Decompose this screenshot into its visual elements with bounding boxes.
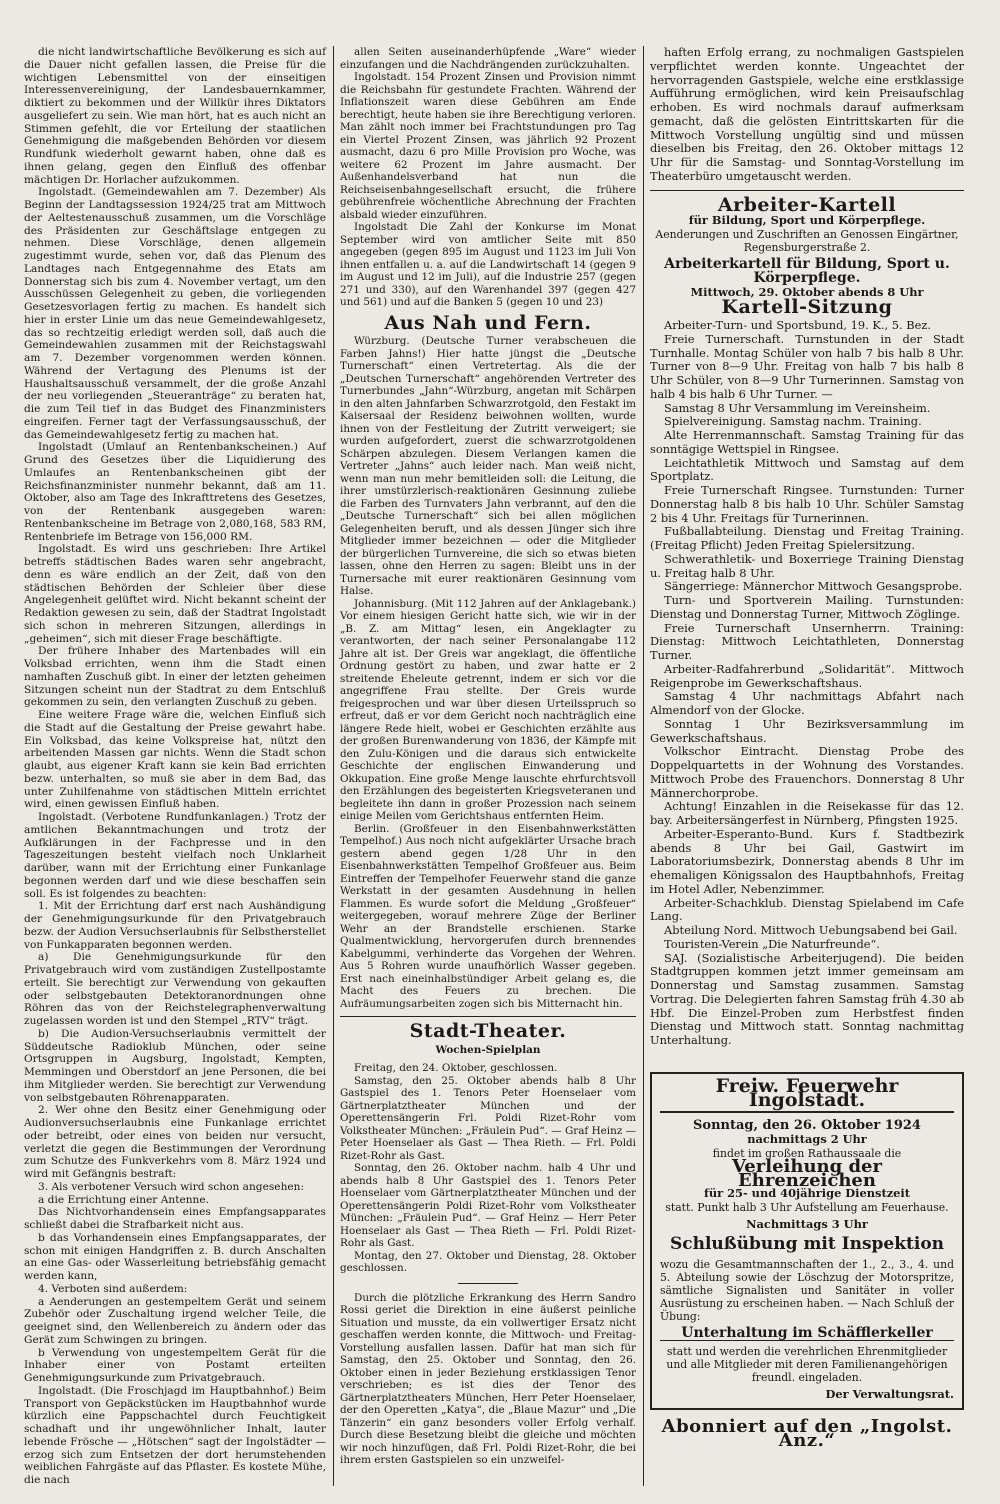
paragraph: Arbeiter-Radfahrerbund „Solidarität“. Mittwoch Reigenprobe im Gewerkschaftshaus. <box>650 661 964 690</box>
heading-wochen-spielplan: Wochen-Spielplan <box>435 1043 541 1056</box>
paragraph: b Verwendung von ungestempeltem Gerät für die Inhaber einer von Postamt erteilten Genehmigungsurkunde zum Privatgebrauch. <box>24 1346 326 1384</box>
paragraph: Spielvereinigung. Samstag nachm. Training. <box>664 414 922 429</box>
kartell-title: Arbeiter-Kartell <box>717 193 897 216</box>
paragraph: Samstag 8 Uhr Versammlung im Vereinsheim. <box>664 400 931 415</box>
paragraph: Ingolstadt. (Die Froschjagd im Hauptbahnhof.) Beim Transport von Gepäckstücken im Hauptbahnhof wurde kürzlich eine Pappschachtel durch Feuchtigkeit schadhaft und ihr ungewöhnlicher Inhalt, lauter lebende Frösche — „Hötschen“ sagt der Ingolstädter — erzog sich zum Entsetzen der dort herumstehenden weiblichen Fahrgäste auf das Pflaster. Es kostete Mühe, die nach <box>24 1384 326 1486</box>
paragraph: Fußballabteilung. Dienstag und Freitag Training. (Freitag Pflicht) Jeden Freitag Spielersitzung. <box>650 524 964 552</box>
feuerwehr-sign: Der Verwaltungsrat. <box>825 1387 954 1402</box>
paragraph: b) Die Audion-Versuchserlaubnis vermittelt der Süddeutsche Radioklub München, oder seine Ortsgruppen in Augsburg, Ingolstadt, Kempten, Memmingen und Oberstdorf an jene Personen, die bei ihm Mitglieder werden. Sie berechtigt zur Verwendung von selbstgebauten Röhrenapparaten. <box>24 1027 326 1104</box>
feuerwehr-note: statt. Punkt halb 3 Uhr Aufstellung am Feuerhause. <box>665 1201 949 1214</box>
paragraph: Leichtathletik Mittwoch und Samstag auf dem Sportplatz. <box>650 455 964 484</box>
kartell-address: Aenderungen und Zuschriften an Genossen Eingärtner, Regensburgerstraße 2. <box>655 228 959 254</box>
kartell-date: Mittwoch, 29. Oktober abends 8 Uhr <box>690 284 924 299</box>
paragraph: a Aenderungen an gestempeltem Gerät und seinem Zubehör oder Zuschaltung irgend welcher Teile, die geeignet sind, den Wellenbereich zu ändern oder das Gerät zum Schwingen zu bringen. <box>24 1295 326 1346</box>
column-rule-2 <box>643 46 644 1486</box>
paragraph: Freitag, den 24. Oktober, geschlossen. <box>354 1062 558 1074</box>
divider <box>650 190 964 191</box>
paragraph: Abteilung Nord. Mittwoch Uebungsabend bei Gail. <box>664 923 958 937</box>
paragraph: Ingolstadt. Es wird uns geschrieben: Ihre Artikel betreffs städtischen Bades waren sehr angebracht, denn es wäre endlich an der Zeit, daß von den städtischen Behörden der Schleier über diese Angelegenheit gelüftet wird. Nicht bekannt scheint der Redaktion gewesen zu sein, daß der Stadtrat Ingolstadt sich schon in mehreren Sitzungen, allerdings in „geheimen“, sich mit dieser Frage beschäftigte. <box>24 543 326 645</box>
paragraph: haften Erfolg errang, zu nochmaligen Gastspielen verpflichtet werden konnte. Ungeachtet der hervorragenden Gastspiele, welche eine erstklassige Aufführung ermöglichen, wird kein Preisaufschlag erhoben. Es wird nochmals darauf aufmerksam gemacht, daß die gelösten Eintrittskarten für die Mittwoch Vorstellung ungültig sind und müssen dieselben bis Freitag, den 26. Oktober mittags 12 Uhr für die Samstag- und Sonntag-Vorstellung im Theaterbüro umgetauscht werden. <box>650 45 964 183</box>
paragraph: Sonntag, den 26. Oktober nachm. halb 4 Uhr und abends halb 8 Uhr Gastspiel des 1. Tenors Peter Hoenselaer vom Gärtnerplatztheater München und der Operettensängerin Poldi Rizet-Rohr vom Volkstheater München: „Fräulein Pud“. — Graf Heinz — Herr Peter Hoenselaer als Gast — Thea Rieth — Frl. Poldi Rizet-Rohr als Gast. <box>340 1162 636 1249</box>
paragraph: Johannisburg. (Mit 112 Jahren auf der Anklagebank.) Vor einem hiesigen Gericht hatte sich, wie wir in der „B. Z. am Mittag“ lesen, ein Angeklagter zu verantworten, der nach seiner Personalangabe 112 Jahre alt ist. Der Greis war angeklagt, die öffentliche Ordnung gestört zu haben, und zwar hatte er 2 streitende Eheleute getrennt, indem er sich vor die angegriffene Frau stellte. Der Greis wurde freigesprochen und war über diesen Urteilsspruch so erfreut, daß er vor dem Gericht noch nachträglich eine längere Rede hielt, wobei er Geschichten erzählte aus der großen Burenwanderung von 1836, der Kämpfe mit den Zulu-Königen und die daraus sich entwickelte Geschichte der englischen Einwanderung und Okkupation. Eine große Menge lauschte ehrfurchtsvoll den Erzählungen des begeisterten Kriegsveteranen und begleitete ihn dann in großer Prozession nach seinem einige Meilen vom Gerichtshaus entfernten Heim. <box>340 597 636 822</box>
feuerwehr-note2: wozu die Gesamtmannschaften der 1., 2., 3., 4. und 5. Abteilung sowie der Löschzug der Motorspritze, sämtliche Signalisten und Sanitäter in voller Ausrüstung zu erscheinen haben. — Nach Schluß der Übung: <box>660 1257 954 1323</box>
paragraph: Volkschor Eintracht. Dienstag Probe des Doppelquartetts in der Wohnung des Vorstandes. Mittwoch Probe des Frauenchors. Donnerstag 8 Uhr Männerchorprobe. <box>650 744 964 800</box>
paragraph: Achtung! Einzahlen in die Reisekasse für das 12. bay. Arbeitersängerfest in Nürnberg, Pfingsten 1925. <box>650 799 964 827</box>
paragraph: Ingolstadt. (Verbotene Rundfunkanlagen.) Trotz der amtlichen Bekanntmachungen und trotz der Aufklärungen in der Fachpresse und in den Tageszeitungen besteht vielfach noch Unklarheit darüber, wann mit der Errichtung einer Funkanlage begonnen werden darf und wie diese beschaffen sein soll. Es ist folgendes zu beachten: <box>24 811 326 900</box>
column-2 <box>340 46 636 1467</box>
paragraph: a) Die Genehmigungsurkunde für den Privatgebrauch wird vom zuständigen Zustellpostamte erteilt. Sie berechtigt zur Verwendung von gekauften oder selbstgebauten Detektoranordnungen ohne Röhren das von der Reichstelegraphenverwaltung zugelassen worden ist und den Stempel „RTV“ trägt. <box>24 951 326 1027</box>
abonniert-line: Abonniert auf den „Ingolst. Anz.“ <box>661 1416 953 1451</box>
paragraph: Würzburg. (Deutsche Turner verabscheuen die Farben Jahns!) Hier hatte jüngst die „Deutsche Turnerschaft“ einen Vertretertag. Als die der „Deutschen Turnerschaft“ angehörenden Vertreter des Turnerbundes „Jahn“-Würzburg, angetan mit Schärpen in den alten Jahnfarben Schwarzrotgold, den Festakt im Kaisersaal der Residenz beiwohnen wollten, wurde ihnen von der Festleitung der Zutritt verweigert; sie wurden aufgefordert, zuerst die schwarzrotgoldenen Schärpen abzulegen. Diesem Verlangen kamen die Vertreter „Jahns“ auch leider nach. Man weiß nicht, wenn man nun mehr bemitleiden soll: die Leitung, die ihrer umstürzlerisch-reaktionären Gesinnung zuliebe die Farben des Turnvaters Jahn verbrannt, auf den die „Deutsche Turnerschaft“ sich bei allen möglichen Gelegenheiten beruft, und als dessen Jünger sich ihre Mitglieder immer bezeichnen — oder die Mitglieder der bürgerlichen Turnvereine, die sich so etwas bieten lassen, ohne den Herren zu sagen: Bleibt uns in der Turnersache mit eurer reaktionären Gesinnung vom Halse. <box>340 335 636 597</box>
feuerwehr-event: Verleihung der Ehrenzeichen <box>731 1155 882 1191</box>
paragraph: 3. Als verbotener Versuch wird schon angesehen: <box>38 1180 305 1193</box>
paragraph: Samstag, den 25. Oktober abends halb 8 Uhr Gastspiel des 1. Tenors Peter Hoenselaer vom Gärtnerplatztheater München und der Operettensängerin Frl. Poldi Rizet-Rohr vom Volkstheater München: „Fräulein Pud“. — Graf Heinz — Peter Hoenselaer als Gast — Thea Rieth. — Frl. Poldi Rizet-Rohr als Gast. <box>340 1074 636 1162</box>
column-rule-1 <box>333 46 334 1486</box>
paragraph: Arbeiter-Turn- und Sportsbund, 19. K., 5. Bez. <box>664 318 931 332</box>
paragraph: Sonntag 1 Uhr Bezirksversammlung im Gewerkschaftshaus. <box>650 716 964 745</box>
paragraph: SAJ. (Sozialistische Arbeiterjugend). Die beiden Stadtgruppen kommen jetzt immer gemeinsam am Donnerstag und Samstag zusammen. Samstag Vortrag. Die Delegierten fahren Samstag früh 4.30 ab Hbf. Die Einzel-Proben zum Herbstfest finden Dienstag und Mittwoch statt. Sonntag nachmittag Unterhaltung. <box>650 950 964 1047</box>
feuerwehr-title: Freiw. Feuerwehr Ingolstadt. <box>660 1080 954 1114</box>
column-3 <box>650 45 964 1451</box>
paragraph: Berlin. (Großfeuer in den Eisenbahnwerkstätten Tempelhof.) Aus noch nicht aufgeklärter Ursache brach gestern abend gegen 1/28 Uhr in den Eisenbahnwerkstätten Tempelhof Großfeuer aus. Beim Eintreffen der Tempelhofer Feuerwehr stand die ganze Werkstatt in der gesamten Ausdehnung in hellen Flammen. Es wurde sofort die Meldung „Großfeuer“ weitergegeben, worauf mehrere Züge der Berliner Wehr an der Brandstelle erschienen. Starke Qualmentwicklung, hervorgerufen durch brennendes Kabelgummi, verhinderte das Vorgehen der Wehren. Aus 5 Rohren wurde unaufhörlich Wasser gegeben. Erst nach eineinhalbstündiger Arbeit gelang es, die Macht des Feuers zu brechen. Die Aufräumungsarbeiten zogen sich bis Mitternacht hin. <box>340 822 636 1010</box>
feuerwehr-time2: Nachmittags 3 Uhr <box>746 1217 868 1231</box>
paragraph: Eine weitere Frage wäre die, welchen Einfluß sich die Stadt auf die Gestaltung der Preise gewahrt habe. Ein Volksbad, das keine Volkspreise hat, nützt den arbeitenden Massen gar nichts. Wenn die Stadt schon glaubt, aus eigener Kraft kann sie kein Bad errichten bezw. unterhalten, so muß sie aber in dem Bad, das unter Zuhilfenahme von städtischen Mitteln errichtet wird, einen gewissen Einfluß haben. <box>24 709 326 811</box>
kartell-subtitle: für Bildung, Sport und Körperpflege. <box>688 213 926 228</box>
feuerwehr-event-sub: für 25- und 40jährige Dienstzeit <box>703 1186 911 1201</box>
paragraph: Der frühere Inhaber des Martenbades will ein Volksbad errichten, wenn ihm die Stadt einen namhaften Zuschuß gibt. In einer der letzten geheimen Sitzungen scheint nun der Stadtrat zu dem Entschluß gekommen zu sein, den verlangten Zuschuß zu geben. <box>24 645 326 709</box>
paragraph: Alte Herrenmannschaft. Samstag Training für das sonntägige Wettspiel in Ringsee. <box>650 428 964 456</box>
feuerwehr-place: findet im großen Rathaussaale die <box>712 1146 902 1160</box>
paragraph: Sängerriege: Männerchor Mittwoch Gesangsprobe. <box>664 579 963 594</box>
paragraph: Freie Turnerschaft Unsernherrn. Training: Dienstag: Mittwoch Leichtathleten, Donnerstag Turner. <box>650 620 964 662</box>
paragraph: Ingolstadt Die Zahl der Konkurse im Monat September wird von amtlicher Seite mit 850 angegeben (gegen 895 im August und 1123 im Juli Von ihnen entfallen u. a. auf die Landwirtschaft 14 (gegen 9 im August und 12 im Juli), auf die Industrie 257 (gegen 271 und 330), auf den Warenhandel 397 (gegen 427 und 561) und auf die Banken 5 (gegen 10 und 23) <box>340 221 636 308</box>
paragraph: 2. Wer ohne den Besitz einer Genehmigung oder Audionversuchserlaubnis eine Funkanlage errichtet oder betreibt, oder eines von beiden nur versucht, verletzt die gegen die Bestimmungen der Verordnung zum Schutze des Funkverkehrs vom 8. März 1924 und wird mit Gefängnis bestraft: <box>24 1104 326 1180</box>
heading-aus-nah-und-fern: Aus Nah und Fern. <box>384 311 592 334</box>
column-1 <box>24 46 326 1487</box>
feuerwehr-ad <box>650 1072 964 1410</box>
paragraph: Samstag 4 Uhr nachmittags Abfahrt nach Almendorf von der Glocke. <box>650 689 964 717</box>
heading-stadt-theater: Stadt-Theater. <box>409 1020 567 1042</box>
paragraph: allen Seiten auseinanderhüpfende „Ware“ wieder einzufangen und die Nachdrängenden zurückzuhalten. <box>340 46 636 71</box>
paragraph: Ingolstadt (Umlauf an Rentenbankscheinen.) Auf Grund des Gesetzes über die Liquidierung des Umlaufes an Rentenbankscheinen gibt der Reichsfinanzminister nunmehr bekannt, daß am 11. Oktober, also am Tage des Inkrafttretens des Gesetzes, von der Rentenbank ausgegeben waren: Rentenbankscheine im Betrage von 2,080,168, 583 RM, Rentenbriefe im Betrage von 156,000 RM. <box>24 441 326 543</box>
paragraph: Das Nichtvorhandensein eines Empfangsapparates schließt dabei die Strafbarkeit nicht aus. <box>24 1206 326 1231</box>
paragraph: Turn- und Sportverein Mailing. Turnstunden: Dienstag und Donnerstag Turner, Mittwoch Zöglinge. <box>650 593 964 621</box>
paragraph: Arbeiter-Schachklub. Dienstag Spielabend im Cafe Lang. <box>650 895 964 924</box>
paragraph: b das Vorhandensein eines Empfangsapparates, der schon mit einigen Handgriffen z. B. durch Anschalten an eine Gas- oder Wasserleitung betriebsfähig gemacht werden kann, <box>24 1231 326 1282</box>
feuerwehr-time: nachmittags 2 Uhr <box>747 1132 867 1146</box>
paragraph: Montag, den 27. Oktober und Dienstag, 28. Oktober geschlossen. <box>340 1249 636 1274</box>
paragraph: Ingolstadt. 154 Prozent Zinsen und Provision nimmt die Reichsbahn für gestundete Frachten. Während der Inflationszeit waren diese Gebühren am Ende berechtigt, heute haben sie ihre Berechtigung verloren. Man zählt noch immer bei Frachtstundungen pro Tag ein Viertel Prozent Zinsen, was jährlich 92 Prozent ausmacht, dazu 6 pro Mille Provision pro Woche, was weitere 62 Prozent im Jahre ausmacht. Der Außenhandelsverband hat nun die Reichseisenbahngesellschaft ersucht, die frühere gebührenfreie wöchentliche Abrechnung der Frachten alsbald wieder einzuführen. <box>340 71 636 221</box>
divider-short <box>458 1283 518 1284</box>
paragraph: 1. Mit der Errichtung darf erst nach Aushändigung der Genehmigungsurkunde für den Privatgebrauch bezw. der Audion Versuchserlaubnis für Selbstherstellet von Funkapparaten begonnen werden. <box>24 900 326 951</box>
feuerwehr-date: Sonntag, den 26. Oktober 1924 <box>693 1118 921 1134</box>
paragraph: 4. Verboten sind außerdem: <box>38 1282 188 1295</box>
paragraph: a die Errichtung einer Antenne. <box>38 1193 210 1206</box>
feuerwehr-note3: statt und werden die verehrlichen Ehrenmitglieder und alle Mitglieder mit deren Familienangehörigen freundl. eingeladen. <box>666 1345 948 1385</box>
divider <box>340 1016 636 1017</box>
paragraph: Ingolstadt. (Gemeindewahlen am 7. Dezember) Als Beginn der Landtagssession 1924/25 trat am Mittwoch der Aeltestenausschuß zusammen, um die Vorschläge des Präsidenten zur Geschäftslage entgegen zu nehmen. Diese Vorschläge, denen allgemein zugestimmt wurde, sehen vor, daß das Plenum des Landtages nach Entgegennahme des Etats am Donnerstag sich bis zum 4. November vertagt, um den Ausschüssen Gelegenheit zu geben, die vorliegenden Gesetzesvorlagen fertig zu machen. Es handelt sich hier in erster Linie um das neue Gemeindewahlgesetz, das so rechtzeitig erledigt werden soll, daß auch die Gemeindewahlen zusammen mit der Reichstagswahl am 7. Dezember vorgenommen werden können. Während der Vertagung des Plenums ist der Haushaltsausschuß versammelt, der die große Anzahl der neu vorliegenden „Steueranträge“ zu beraten hat, die zum Teil tief in das Budget des Finanzministers eingreifen. Ferner tagt der Verfassungsausschuß, der das Gemeindewahlgesetz fertig zu machen hat. <box>24 186 326 441</box>
kartell-sitzung: Kartell-Sitzung <box>721 296 893 319</box>
kartell-line: Arbeiterkartell für Bildung, Sport u. Körperpflege. <box>664 256 950 286</box>
feuerwehr-event2: Schlußübung mit Inspektion <box>669 1233 945 1254</box>
paragraph: Durch die plötzliche Erkrankung des Herrn Sandro Rossi geriet die Direktion in eine äußerst peinliche Situation und musste, da ein vollwertiger Ersatz nicht geschaffen werden konnte, die Mittwoch- und Freitag-Vorstellung ausfallen lassen. Dafür hat man sich für Samstag, den 25. Oktober und Sonntag, den 26. Oktober einen in jeder Beziehung erstklassigen Tenor verschrieben; es ist dies der Tenor des Gärtnerplatztheaters München, Herr Peter Hoenselaer, der den Operetten „Katya“, die „Blaue Mazur“ und „Die Tänzerin“ ein ganz besonders voller Erfolg verhalf. Durch diese Besetzung bleibt die gleiche und möchten wir noch hinzufügen, daß Frl. Poldi Rizet-Rohr, die bei ihrem ersten Gastspielen so ein unzweifel- <box>340 1291 636 1466</box>
paragraph: Schwerathletik- und Boxerriege Training Dienstag u. Freitag halb 8 Uhr. <box>650 551 964 580</box>
paragraph: Arbeiter-Esperanto-Bund. Kurs f. Stadtbezirk abends 8 Uhr bei Gail, Gastwirt im Laboratoriumsbezirk, Donnerstag abends 8 Uhr im ehemaligen Königssalon des Hauptbahnhofs, Freitag im Hotel Adler, Nebenzimmer. <box>650 826 964 896</box>
paragraph: die nicht landwirtschaftliche Bevölkerung es sich auf die Dauer nicht gefallen lassen, die Preise für die wichtigen Lebensmittel von der einseitigen Interessenvereinigung, der Landesbauernkammer, diktiert zu bekommen und der Willkür ihres Diktators ausgeliefert zu sein. Wie man hört, hat es auch nicht an Stimmen gefehlt, die vor Erteilung der staatlichen Genehmigung die maßgebenden Behörden vor diesem Rundfunk wiederholt gewarnt haben, ohne daß es ihnen gelang, gegen den Einfluß des offenbar mächtigen Dr. Horlacher aufzukommen. <box>24 46 326 186</box>
paragraph: Freie Turnerschaft Ringsee. Turnstunden: Turner Donnerstag halb 8 bis halb 10 Uhr. Schüler Samstag 2 bis 4 Uhr. Freitags für Turnerinnen. <box>650 483 964 525</box>
paragraph: Freie Turnerschaft. Turnstunden in der Stadt Turnhalle. Montag Schüler von halb 7 bis halb 8 Uhr. Turner von 8—9 Uhr. Freitag von halb 7 bis halb 8 Uhr Schüler, von 8—9 Uhr Turnerinnen. Samstag von halb 4 bis halb 6 Uhr Turner. — <box>650 331 964 401</box>
paragraph: Touristen-Verein „Die Naturfreunde“. <box>664 936 880 951</box>
feuerwehr-event3: Unterhaltung im Schäfflerkeller <box>660 1327 954 1342</box>
